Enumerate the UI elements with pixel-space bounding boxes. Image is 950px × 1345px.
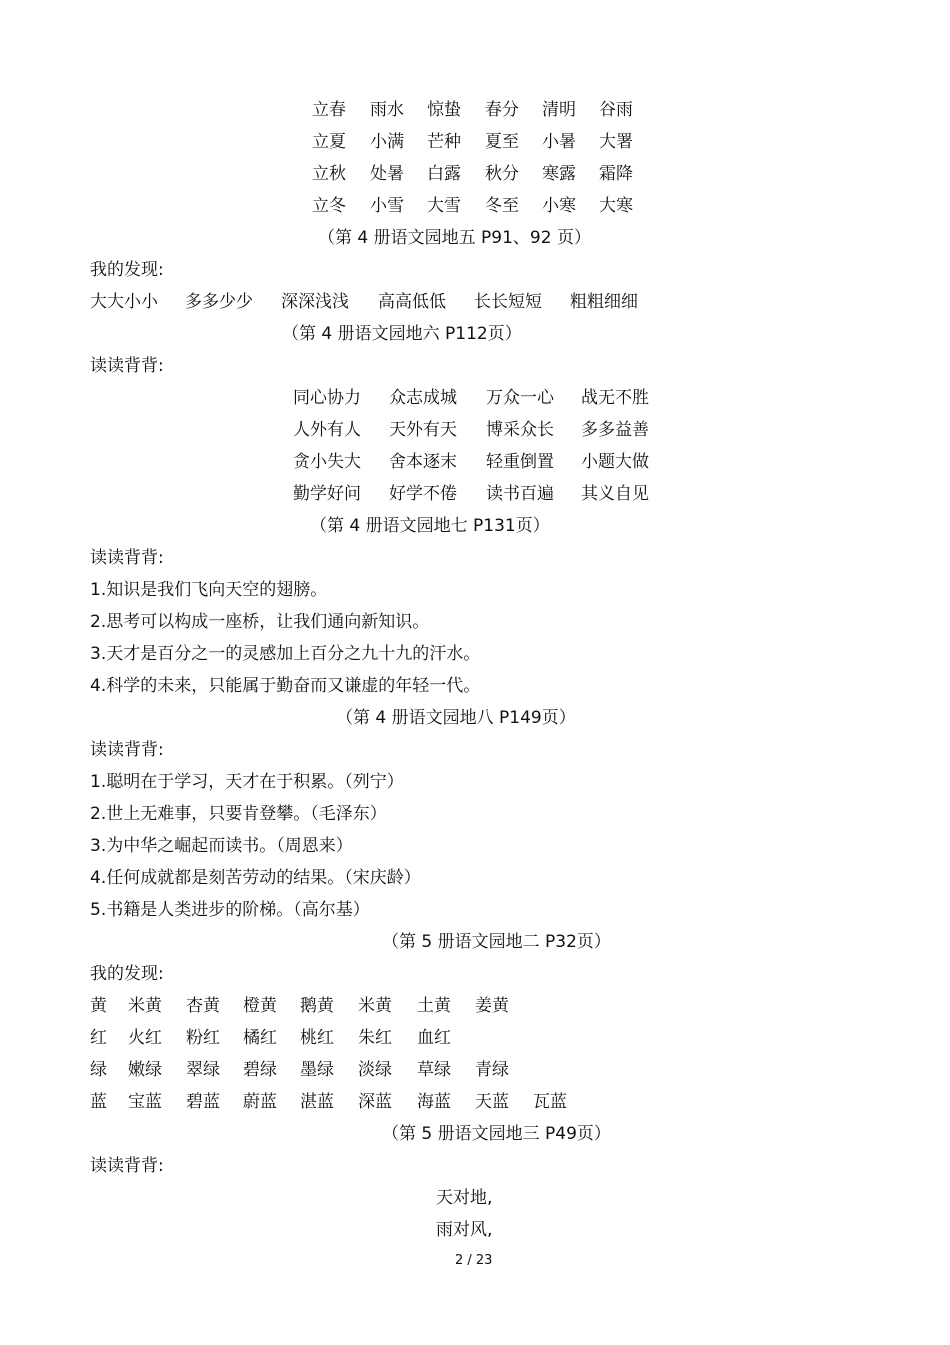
- idiom: 舍本逐末: [389, 452, 457, 472]
- solar-term: 大寒: [599, 196, 633, 216]
- color-word: 碧绿: [243, 1060, 277, 1080]
- solar-term: 春分: [485, 100, 519, 120]
- idiom: 众志成城: [389, 388, 457, 408]
- color-word: 墨绿: [300, 1060, 334, 1080]
- color-word: 橘红: [243, 1028, 277, 1048]
- color-word: 深蓝: [358, 1092, 392, 1112]
- solar-term: 立冬: [312, 196, 346, 216]
- solar-term: 大署: [599, 132, 633, 152]
- color-word: 米黄: [358, 996, 392, 1016]
- quote-line: 2.世上无难事，只要肯登攀。（毛泽东）: [90, 804, 387, 824]
- color-word: 天蓝: [475, 1092, 509, 1112]
- idiom: 小题大做: [581, 452, 649, 472]
- color-word: 瓦蓝: [533, 1092, 567, 1112]
- color-word: 红: [90, 1028, 107, 1048]
- idiom: 同心协力: [293, 388, 361, 408]
- color-word: 碧蓝: [186, 1092, 220, 1112]
- solar-term: 雨水: [370, 100, 404, 120]
- word: 长长短短: [474, 292, 542, 312]
- quote-line: 4.任何成就都是刻苦劳动的结果。（宋庆龄）: [90, 868, 421, 888]
- word: 高高低低: [378, 292, 446, 312]
- color-word: 湛蓝: [300, 1092, 334, 1112]
- idiom: 博采众长: [486, 420, 554, 440]
- quote-line: 3.天才是百分之一的灵感加上百分之九十九的汗水。: [90, 644, 481, 664]
- color-word: 宝蓝: [128, 1092, 162, 1112]
- idiom: 轻重倒置: [486, 452, 554, 472]
- word: 深深浅浅: [281, 292, 349, 312]
- section-heading: 我的发现:: [90, 964, 164, 984]
- source-reference: （第 4 册语文园地五 P91、92 页）: [318, 228, 591, 248]
- color-word: 蓝: [90, 1092, 107, 1112]
- color-word: 淡绿: [358, 1060, 392, 1080]
- solar-term: 清明: [542, 100, 576, 120]
- idiom: 贪小失大: [293, 452, 361, 472]
- page-number: 2 / 23: [455, 1253, 493, 1268]
- section-heading: 我的发现:: [90, 260, 164, 280]
- solar-term: 小雪: [370, 196, 404, 216]
- color-word: 血红: [417, 1028, 451, 1048]
- color-word: 鹅黄: [300, 996, 334, 1016]
- idiom: 其义自见: [581, 484, 649, 504]
- word: 大大小小: [90, 292, 158, 312]
- color-word: 黄: [90, 996, 107, 1016]
- source-reference: （第 4 册语文园地六 P112页）: [282, 324, 522, 344]
- solar-term: 冬至: [485, 196, 519, 216]
- color-word: 桃红: [300, 1028, 334, 1048]
- idiom: 万众一心: [486, 388, 554, 408]
- quote-line: 3.为中华之崛起而读书。（周恩来）: [90, 836, 353, 856]
- solar-term: 芒种: [427, 132, 461, 152]
- word: 多多少少: [185, 292, 253, 312]
- quote-line: 1.聪明在于学习，天才在于积累。（列宁）: [90, 772, 404, 792]
- color-word: 火红: [128, 1028, 162, 1048]
- solar-term: 谷雨: [599, 100, 633, 120]
- color-word: 朱红: [358, 1028, 392, 1048]
- color-word: 绿: [90, 1060, 107, 1080]
- section-heading: 读读背背:: [90, 740, 164, 760]
- color-word: 海蓝: [417, 1092, 451, 1112]
- solar-term: 霜降: [599, 164, 633, 184]
- color-word: 橙黄: [243, 996, 277, 1016]
- idiom: 多多益善: [581, 420, 649, 440]
- source-reference: （第 5 册语文园地三 P49页）: [382, 1124, 611, 1144]
- section-heading: 读读背背:: [90, 548, 164, 568]
- source-reference: （第 4 册语文园地七 P131页）: [310, 516, 550, 536]
- color-word: 米黄: [128, 996, 162, 1016]
- idiom: 人外有人: [293, 420, 361, 440]
- idiom: 天外有天: [389, 420, 457, 440]
- section-heading: 读读背背:: [90, 356, 164, 376]
- solar-term: 寒露: [542, 164, 576, 184]
- color-word: 翠绿: [186, 1060, 220, 1080]
- color-word: 粉红: [186, 1028, 220, 1048]
- color-word: 蔚蓝: [243, 1092, 277, 1112]
- idiom: 勤学好问: [293, 484, 361, 504]
- couplet-line: 雨对风,: [436, 1220, 493, 1240]
- color-word: 青绿: [475, 1060, 509, 1080]
- solar-term: 立秋: [312, 164, 346, 184]
- solar-term: 白露: [427, 164, 461, 184]
- quote-line: 4.科学的未来，只能属于勤奋而又谦虚的年轻一代。: [90, 676, 481, 696]
- color-word: 嫩绿: [128, 1060, 162, 1080]
- color-word: 草绿: [417, 1060, 451, 1080]
- quote-line: 2.思考可以构成一座桥，让我们通向新知识。: [90, 612, 430, 632]
- solar-term: 小暑: [542, 132, 576, 152]
- source-reference: （第 5 册语文园地二 P32页）: [382, 932, 611, 952]
- solar-term: 大雪: [427, 196, 461, 216]
- solar-term: 立夏: [312, 132, 346, 152]
- idiom: 读书百遍: [486, 484, 554, 504]
- idiom: 战无不胜: [581, 388, 649, 408]
- color-word: 土黄: [417, 996, 451, 1016]
- source-reference: （第 4 册语文园地八 P149页）: [336, 708, 576, 728]
- section-heading: 读读背背:: [90, 1156, 164, 1176]
- couplet-line: 天对地,: [436, 1188, 493, 1208]
- idiom: 好学不倦: [389, 484, 457, 504]
- solar-term: 秋分: [485, 164, 519, 184]
- solar-term: 小满: [370, 132, 404, 152]
- color-word: 姜黄: [475, 996, 509, 1016]
- quote-line: 1.知识是我们飞向天空的翅膀。: [90, 580, 328, 600]
- solar-term: 夏至: [485, 132, 519, 152]
- solar-term: 小寒: [542, 196, 576, 216]
- word: 粗粗细细: [570, 292, 638, 312]
- solar-term: 处暑: [370, 164, 404, 184]
- color-word: 杏黄: [186, 996, 220, 1016]
- quote-line: 5.书籍是人类进步的阶梯。（高尔基）: [90, 900, 370, 920]
- solar-term: 立春: [312, 100, 346, 120]
- solar-term: 惊蛰: [427, 100, 461, 120]
